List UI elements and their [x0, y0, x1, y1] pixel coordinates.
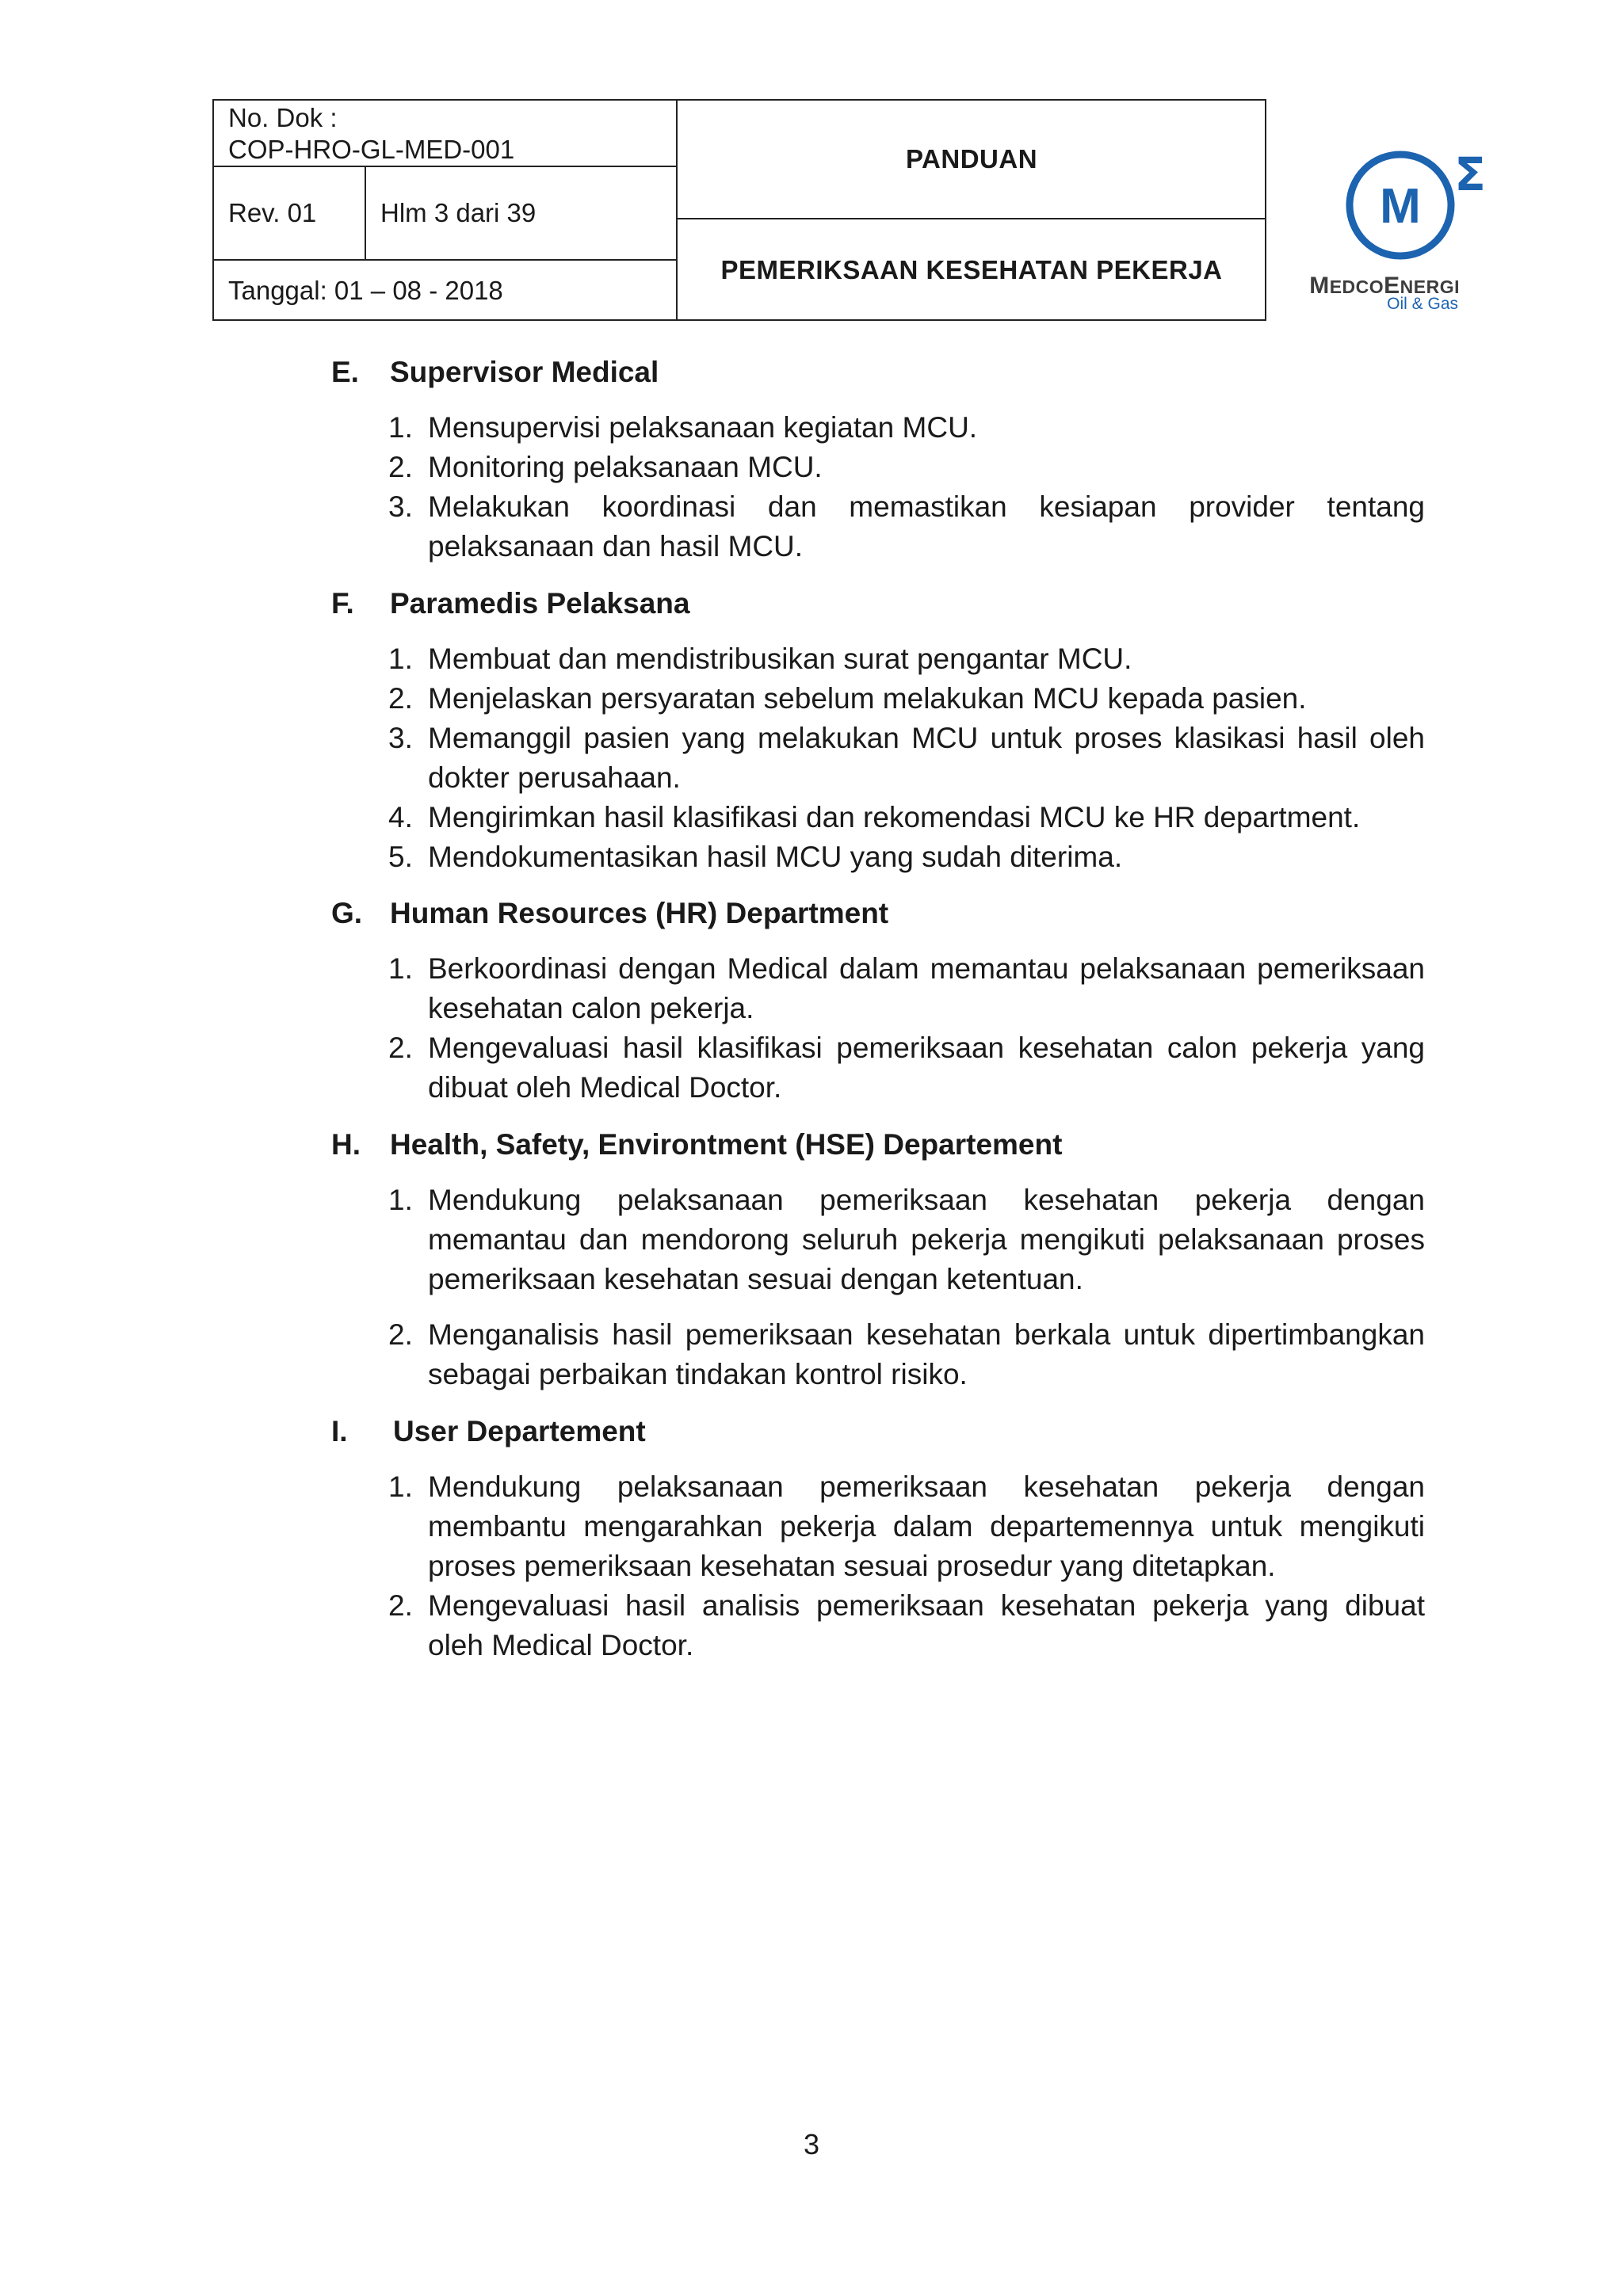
list-item: 2. Menjelaskan persyaratan sebelum melakukan MCU kepada pasien. [388, 682, 1307, 715]
header-divider [677, 218, 1265, 219]
header-divider [214, 166, 677, 167]
list-item: 1. Mendukung pelaksanaan pemeriksaan kesehatan pekerja dengan membantu mengarahkan pekerja dalam departemennya untuk mengikuti proses pemeriksaan kesehatan sesuai prosedur yang ditetapkan. [388, 1470, 1425, 1582]
document-header-table [212, 99, 1266, 321]
date-cell: Tanggal: 01 – 08 - 2018 [228, 276, 503, 305]
page-number: 3 [803, 2128, 820, 2161]
list-item: 2. Mengevaluasi hasil klasifikasi pemeriksaan kesehatan calon pekerja yang dibuat oleh Medical Doctor. [388, 1032, 1425, 1104]
section-letter: H. [331, 1128, 361, 1161]
section-title: User Departement [393, 1415, 646, 1447]
section-letter: G. [331, 897, 363, 929]
list-item: 5. Mendokumentasikan hasil MCU yang sudah diterima. [388, 841, 1123, 873]
section-f [331, 584, 1425, 877]
section-title: Human Resources (HR) Department [390, 897, 889, 929]
list-item: 1. Berkoordinasi dengan Medical dalam memantau pelaksanaan pemeriksaan kesehatan calon pekerja. [388, 952, 1425, 1024]
logo-m-letter: M [1380, 179, 1421, 234]
list-item: 4. Mengirimkan hasil klasifikasi dan rekomendasi MCU ke HR department. [388, 801, 1361, 833]
logo-subtitle: Oil & Gas [1387, 295, 1458, 313]
section-g [331, 894, 1425, 1108]
doc-number-label: No. Dok : [228, 103, 338, 132]
section-i [331, 1412, 1425, 1665]
section-heading [331, 894, 1425, 933]
section-heading [331, 1412, 1425, 1451]
section-letter: I. [331, 1415, 348, 1447]
section-heading [331, 353, 1425, 392]
section-title: Paramedis Pelaksana [390, 587, 690, 620]
header-divider [365, 166, 366, 260]
revision-cell: Rev. 01 [228, 198, 317, 227]
list-item: 1. Membuat dan mendistribusikan surat pengantar MCU. [388, 643, 1132, 675]
doc-number: COP-HRO-GL-MED-001 [228, 135, 515, 164]
section-e [331, 353, 1425, 566]
list-item: 2. Menganalisis hasil pemeriksaan kesehatan berkala untuk dipertimbangkan sebagai perbaikan tindakan kontrol risiko. [388, 1318, 1425, 1390]
header-divider [214, 259, 677, 261]
section-heading [331, 584, 1425, 624]
logo-sigma: Σ [1454, 151, 1486, 201]
section-letter: E. [331, 356, 359, 388]
doc-number-cell [228, 102, 672, 166]
page-reference-cell: Hlm 3 dari 39 [380, 198, 537, 227]
logo-brand-text: MEDCOENERGI [1309, 273, 1460, 299]
section-h [331, 1125, 1425, 1394]
section-title: Supervisor Medical [390, 356, 659, 388]
header-divider [676, 101, 678, 319]
list-item: 3. Memanggil pasien yang melakukan MCU untuk proses klasikasi hasil oleh dokter perusahaan. [388, 722, 1425, 794]
section-title: Health, Safety, Environtment (HSE) Departement [390, 1128, 1063, 1161]
section-heading [331, 1125, 1425, 1165]
list-item: 3. Melakukan koordinasi dan memastikan kesiapan provider tentang pelaksanaan dan hasil MCU. [388, 490, 1425, 563]
document-type: PANDUAN [905, 144, 1038, 174]
document-title: PEMERIKSAAN KESEHATAN PEKERJA [720, 255, 1223, 284]
list-item: 2. Monitoring pelaksanaan MCU. [388, 451, 823, 483]
list-item: 2. Mengevaluasi hasil analisis pemeriksaan kesehatan pekerja yang dibuat oleh Medical Doctor. [388, 1589, 1425, 1661]
list-item: 1. Mensupervisi pelaksanaan kegiatan MCU. [388, 411, 978, 444]
list-item: 1. Mendukung pelaksanaan pemeriksaan kesehatan pekerja dengan memantau dan mendorong seluruh pekerja mengikuti pelaksanaan proses pemeriksaan kesehatan sesuai dengan ketentuan. [388, 1184, 1425, 1295]
section-letter: F. [331, 587, 354, 620]
